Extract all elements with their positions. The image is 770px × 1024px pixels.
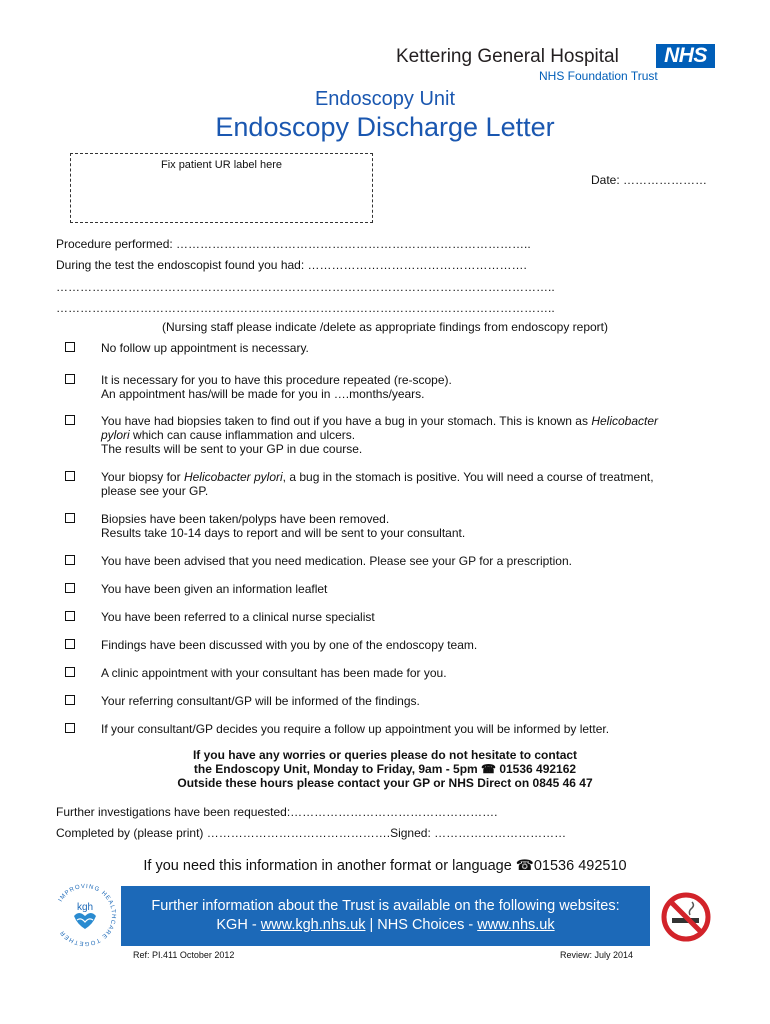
item-text: Your referring consultant/GP will be informed of the findings. bbox=[101, 694, 420, 708]
list-item bbox=[101, 373, 721, 401]
findings-blank-line-1[interactable]: …………………………………………………………………………………………………………….. bbox=[56, 280, 555, 294]
reference-text: Ref: PI.411 October 2012 bbox=[133, 950, 235, 960]
list-item bbox=[101, 414, 721, 456]
item-text: Findings have been discussed with you by one of the endoscopy team. bbox=[101, 638, 478, 652]
item-text: If your consultant/GP decides you require a follow up appointment you will be informed by letter. bbox=[101, 722, 610, 736]
list-item bbox=[101, 694, 721, 708]
item-text: A clinic appointment with your consultant has been made for you. bbox=[101, 666, 447, 680]
nhs-website-link[interactable]: www.nhs.uk bbox=[477, 917, 555, 933]
item-text: No follow up appointment is necessary. bbox=[101, 341, 309, 355]
checkbox-icon[interactable] bbox=[65, 639, 75, 649]
nhs-logo: NHS bbox=[656, 44, 715, 68]
contact-line: the Endoscopy Unit, Monday to Friday, 9am - 5pm ☎ 01536 492162 bbox=[193, 762, 577, 776]
item-text-italic: pylori bbox=[101, 428, 130, 442]
checkbox-icon[interactable] bbox=[65, 471, 75, 481]
list-item bbox=[101, 722, 721, 736]
footer-banner bbox=[121, 886, 650, 946]
item-text: Your biopsy for bbox=[101, 470, 184, 484]
findings-blank-line-2[interactable]: …………………………………………………………………………………………………………….. bbox=[56, 301, 555, 315]
item-text: You have been referred to a clinical nurse specialist bbox=[101, 610, 375, 624]
patient-label-text: Fix patient UR label here bbox=[160, 159, 283, 171]
item-text: An appointment has/will be made for you in ….months/years. bbox=[101, 387, 425, 401]
contact-line: Outside these hours please contact your GP or NHS Direct on 0845 46 47 bbox=[177, 776, 593, 790]
contact-line: If you have any worries or queries please do not hesitate to contact bbox=[192, 748, 578, 762]
list-item bbox=[101, 582, 721, 596]
no-smoking-icon bbox=[660, 891, 712, 943]
list-item bbox=[101, 666, 721, 680]
kgh-logo-ring-text: IMPROVING HEALTHCARE TOGETHER bbox=[57, 883, 117, 947]
date-field[interactable]: Date: ………………… bbox=[591, 173, 708, 187]
list-item bbox=[101, 610, 721, 624]
kgh-website-link[interactable]: www.kgh.nhs.uk bbox=[260, 917, 366, 933]
footer-links-line bbox=[121, 917, 650, 933]
checkbox-icon[interactable] bbox=[65, 611, 75, 621]
item-text: You have had biopsies taken to find out if you have a bug in your stomach. This is known as bbox=[101, 414, 592, 428]
item-text: please see your GP. bbox=[101, 484, 209, 498]
trust-name: NHS Foundation Trust bbox=[539, 69, 658, 83]
checkbox-icon[interactable] bbox=[65, 513, 75, 523]
item-text: which can cause inflammation and ulcers. bbox=[129, 428, 356, 442]
item-text: Results take 10-14 days to report and will be sent to your consultant. bbox=[101, 526, 466, 540]
list-item bbox=[101, 512, 721, 540]
item-text: You have been given an information leaflet bbox=[101, 582, 328, 596]
footer-info-line: Further information about the Trust is available on the following websites: bbox=[151, 898, 620, 914]
kgh-logo bbox=[50, 880, 120, 950]
kgh-logo-text: kgh bbox=[76, 902, 94, 913]
page-title: Endoscopy Discharge Letter bbox=[215, 112, 555, 142]
item-text: , a bug in the stomach is positive. You will need a course of treatment, bbox=[282, 470, 654, 484]
unit-name: Endoscopy Unit bbox=[314, 88, 456, 110]
checkbox-icon[interactable] bbox=[65, 667, 75, 677]
further-investigations-field[interactable]: Further investigations have been requested:……………………………………………. bbox=[56, 805, 498, 819]
list-item bbox=[101, 554, 721, 568]
nursing-note: (Nursing staff please indicate /delete as appropriate findings from endoscopy report) bbox=[161, 320, 609, 334]
checkbox-icon[interactable] bbox=[65, 374, 75, 384]
item-text: It is necessary for you to have this procedure repeated (re-scope). bbox=[101, 373, 452, 387]
list-item bbox=[101, 470, 721, 498]
checkbox-icon[interactable] bbox=[65, 583, 75, 593]
kgh-prefix: KGH - bbox=[216, 917, 261, 933]
nhs-choices-prefix: | NHS Choices - bbox=[365, 917, 478, 933]
item-text: The results will be sent to your GP in due course. bbox=[101, 442, 363, 456]
checkbox-icon[interactable] bbox=[65, 415, 75, 425]
checkbox-icon[interactable] bbox=[65, 695, 75, 705]
item-text-italic: Helicobacter bbox=[591, 414, 659, 428]
hospital-name: Kettering General Hospital bbox=[396, 46, 619, 67]
checkbox-icon[interactable] bbox=[65, 342, 75, 352]
findings-field[interactable]: During the test the endoscopist found you had: ………………………………………………. bbox=[56, 258, 527, 272]
format-line: If you need this information in another format or language ☎01536 492510 bbox=[143, 858, 627, 874]
item-text: Biopsies have been taken/polyps have been removed. bbox=[101, 512, 390, 526]
contact-block bbox=[0, 748, 770, 790]
procedure-field[interactable]: Procedure performed: …………………………………………………………………………….. bbox=[56, 237, 531, 251]
checkbox-icon[interactable] bbox=[65, 723, 75, 733]
completed-by-field[interactable]: Completed by (please print) ……………………………………….Signed: …………………………… bbox=[56, 826, 567, 840]
list-item bbox=[101, 638, 721, 652]
review-date: Review: July 2014 bbox=[560, 950, 634, 960]
checkbox-icon[interactable] bbox=[65, 555, 75, 565]
item-text-italic: Helicobacter pylori bbox=[183, 470, 283, 484]
list-item bbox=[101, 341, 721, 355]
item-text: You have been advised that you need medication. Please see your GP for a prescription. bbox=[101, 554, 572, 568]
